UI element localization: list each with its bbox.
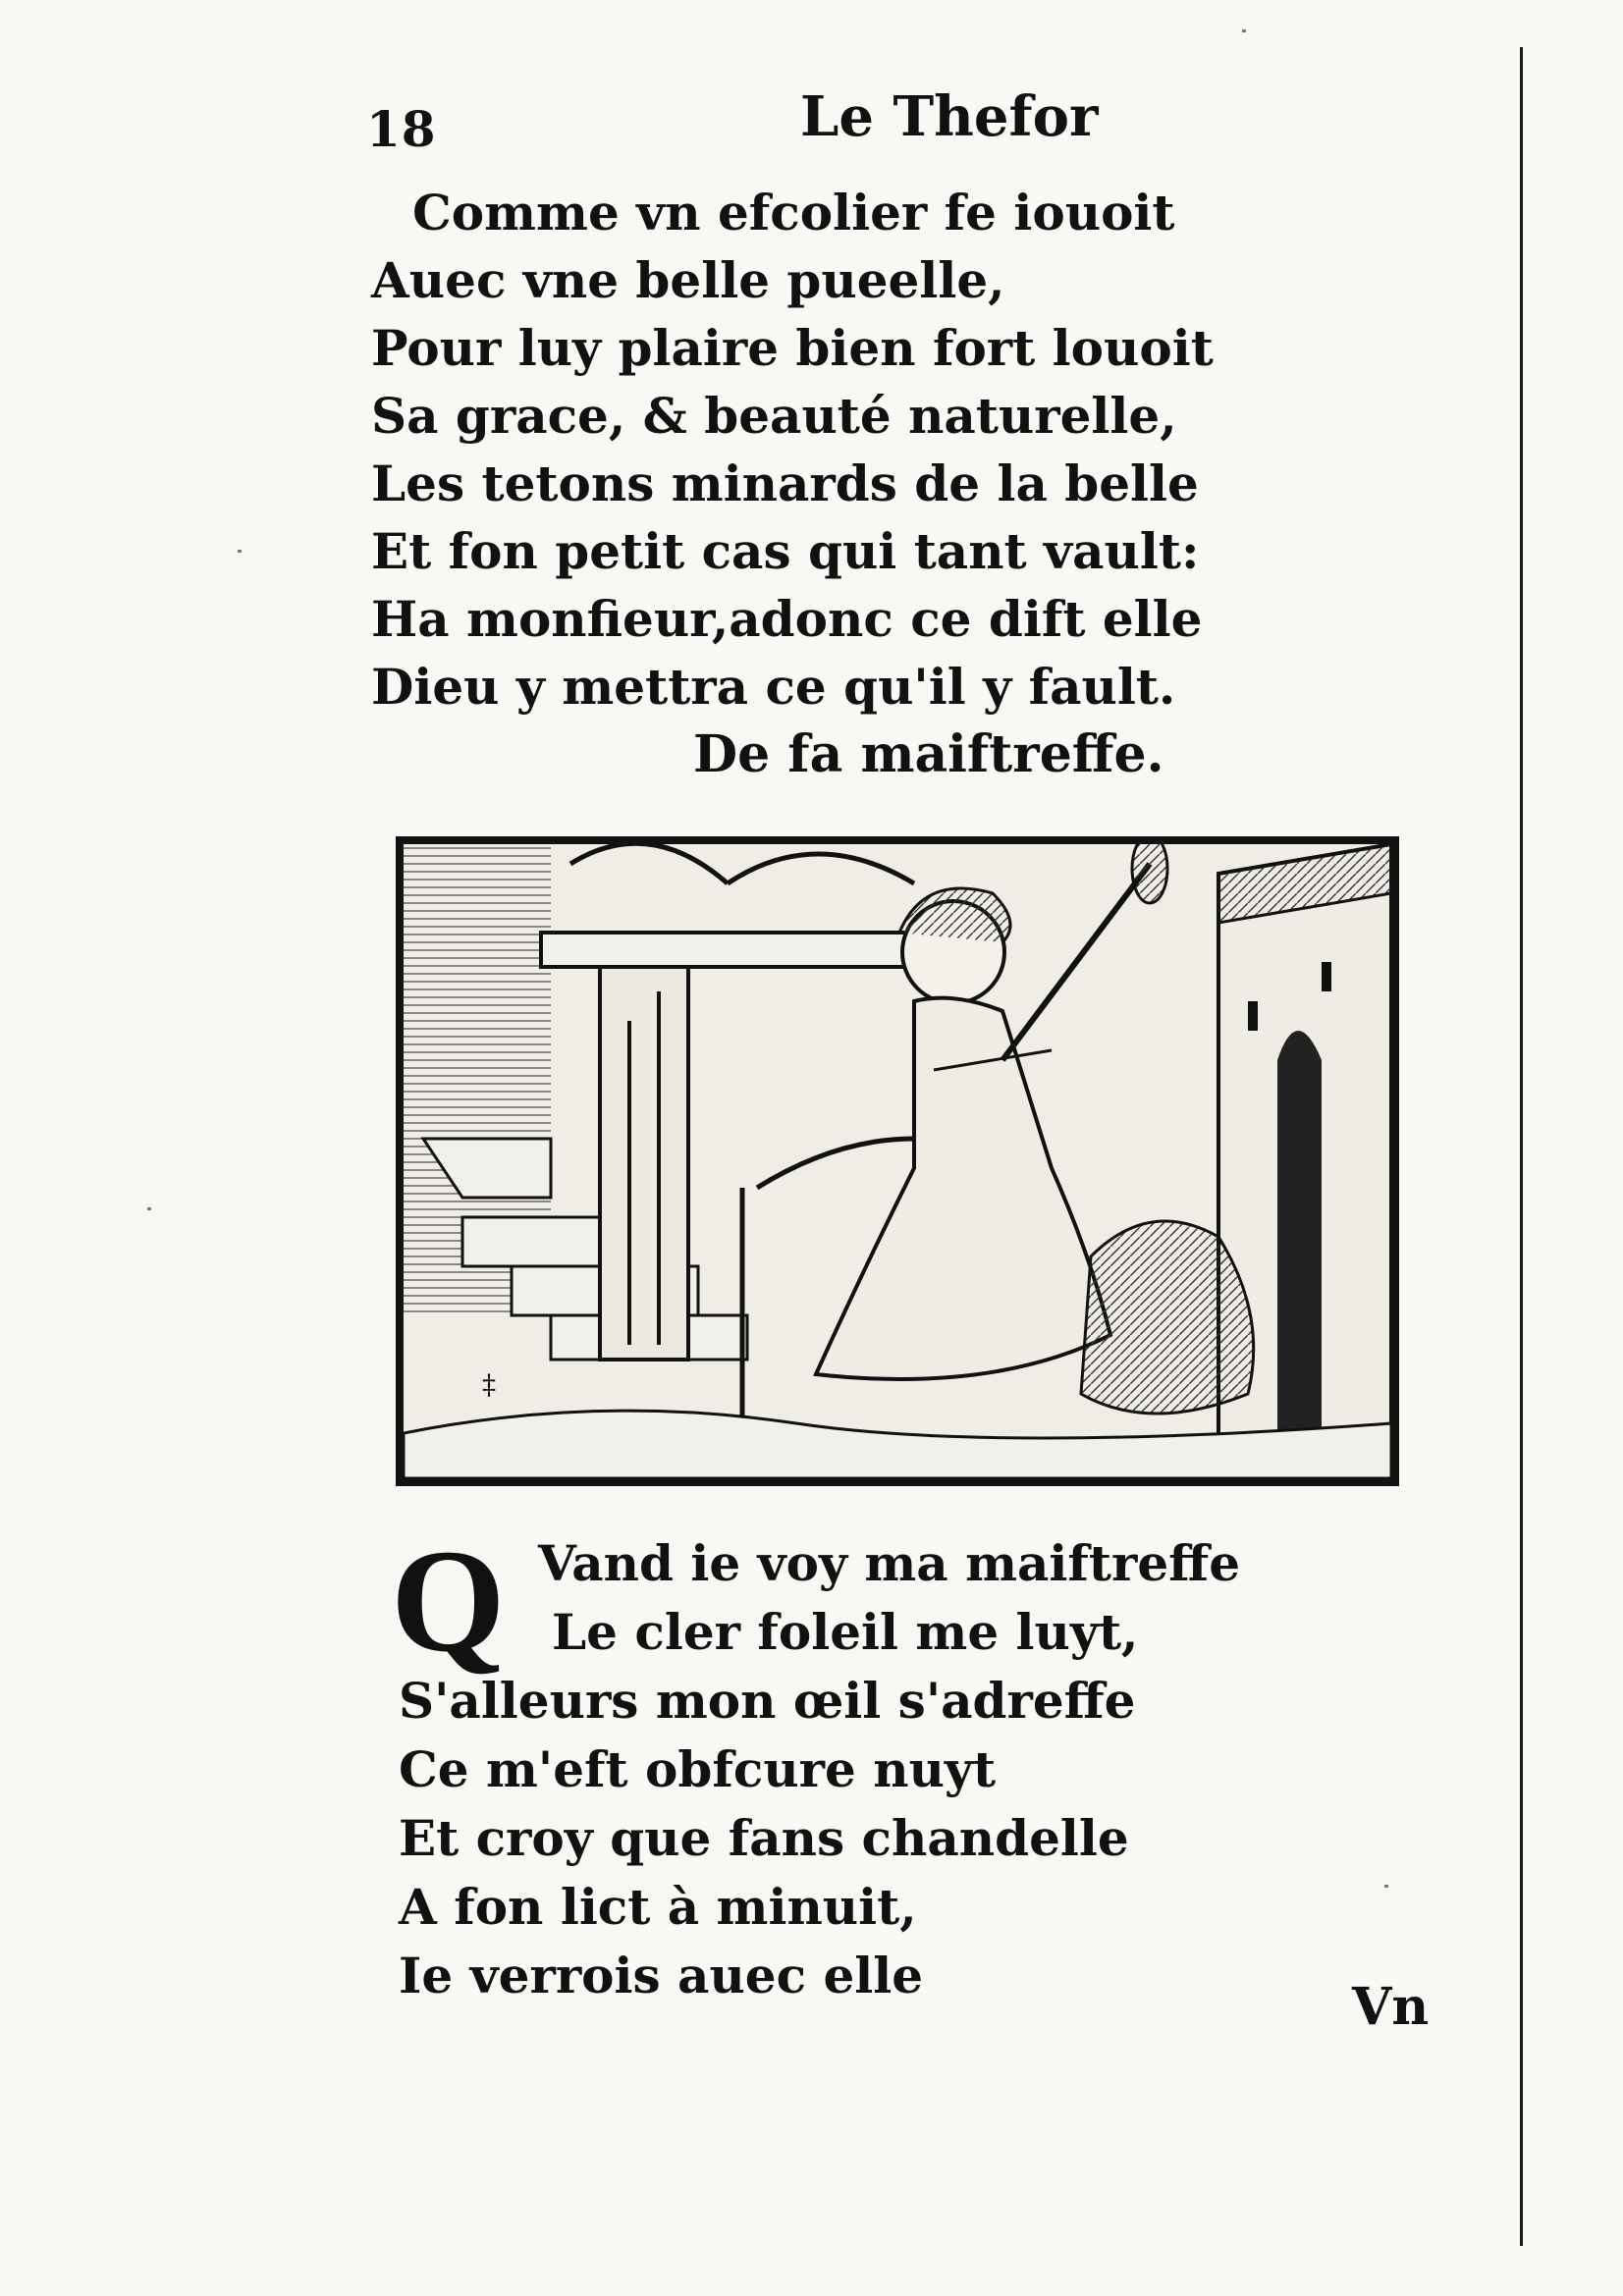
poem-2-title: De fa maiftreffe. [693, 724, 1164, 784]
verse-line: A fon lict à minuit, [399, 1878, 917, 1936]
doorway [1277, 1031, 1322, 1433]
verse-line: S'alleurs mon œil s'adreffe [399, 1672, 1136, 1730]
figure-dress [816, 998, 1110, 1379]
verse-line: Et croy que fans chandelle [399, 1809, 1129, 1867]
verse-line: Sa grace, & beauté naturelle, [371, 387, 1177, 445]
woodcut-illustration [396, 836, 1399, 1486]
lintel [541, 933, 914, 967]
woodcut-drawing [404, 844, 1391, 1478]
verse-line: Et fon petit cas qui tant vault: [371, 522, 1200, 580]
wool-bundle [1081, 1221, 1254, 1414]
running-head: Le Thefor [800, 84, 1099, 149]
poem-2 [399, 1529, 1240, 2010]
verse-line: Comme vn efcolier fe iouoit [412, 184, 1175, 241]
pillar [600, 967, 688, 1360]
verse-line: Les tetons minards de la belle [371, 454, 1199, 512]
ink-speck [238, 550, 242, 553]
catchword: Vn [1352, 1977, 1430, 2037]
verse-line: Vand ie voy ma maiftreffe [538, 1534, 1241, 1592]
ink-speck [1242, 29, 1246, 32]
verse-line: Auec vne belle pueelle, [371, 251, 1005, 309]
verse-line: Dieu y mettra ce qu'il y fault. [371, 658, 1176, 716]
figure-arm [757, 1139, 914, 1188]
page-edge-line [1520, 47, 1523, 2246]
svg-text:‡: ‡ [482, 1368, 496, 1401]
distaff [1002, 864, 1150, 1060]
verse-line: Ce m'eft obfcure nuyt [399, 1740, 997, 1798]
ink-speck [147, 1207, 151, 1210]
drop-cap-initial: Q [391, 1520, 506, 1682]
verse-line: Le cler foleil me luyt, [552, 1603, 1139, 1661]
page-number: 18 [366, 100, 437, 158]
poem-1 [371, 179, 1214, 721]
verse-line: Ha monfieur,adonc ce dift elle [371, 590, 1203, 648]
verse-line: Ie verrois auec elle [399, 1947, 924, 2004]
ink-speck [1384, 1885, 1388, 1888]
verse-line: Pour luy plaire bien fort louoit [371, 319, 1214, 377]
